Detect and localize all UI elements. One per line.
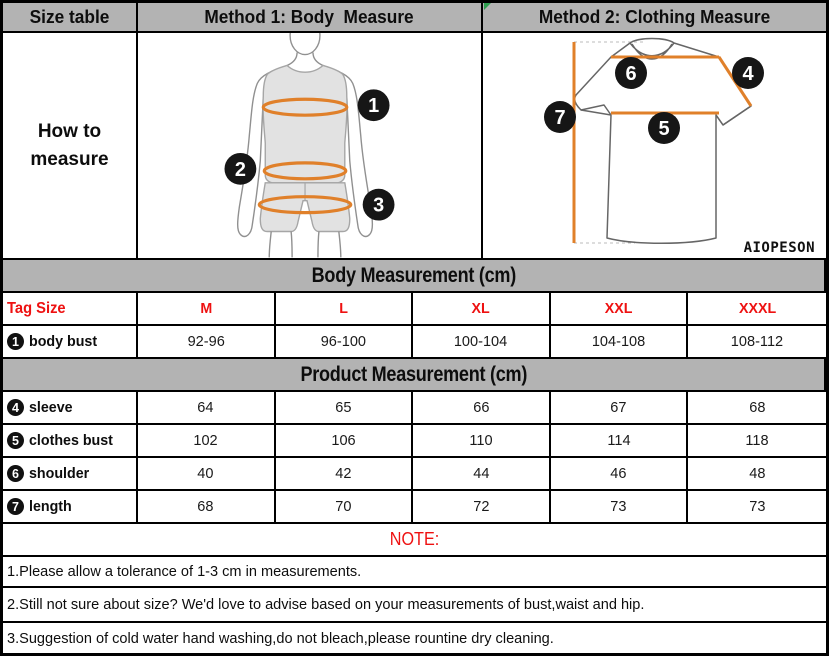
body-bust-l: 96-100: [320, 333, 367, 350]
sleeve-xl: 66: [472, 399, 490, 416]
table-cell: [276, 491, 414, 522]
shoulder-m: 40: [197, 465, 214, 482]
table-cell: [276, 392, 414, 423]
table-cell: [138, 458, 276, 489]
how-to-measure-cell: [3, 33, 138, 258]
length-label: length: [29, 498, 72, 515]
clothes-bust-label-cell: [3, 425, 138, 456]
brand-text: AIOPESON: [743, 240, 815, 256]
body-figure-illustration: [138, 33, 481, 258]
sleeve-m: 64: [197, 399, 214, 416]
sleeve-xxxl: 68: [749, 399, 766, 416]
table-cell: [276, 425, 414, 456]
marker-7-badge: 7: [7, 498, 24, 515]
body-bust-xl: 100-104: [454, 333, 508, 350]
shoulder-xxxl: 48: [749, 465, 766, 482]
table-cell: [551, 425, 689, 456]
marker-3-badge: [363, 189, 395, 221]
clothing-measure-illustration-cell: [483, 33, 826, 258]
size-cell-l: [276, 293, 414, 324]
marker-1-badge: [358, 89, 390, 121]
table-cell: [413, 392, 551, 423]
sleeve-l: 65: [335, 399, 352, 416]
clothes-bust-label: clothes bust: [29, 432, 113, 449]
table-cell: [688, 392, 826, 423]
top-header-row: [3, 3, 826, 33]
table-cell: [276, 458, 414, 489]
clothes-bust-row: [3, 425, 826, 458]
length-xxxl: 73: [749, 498, 766, 515]
marker-1-badge: 1: [7, 333, 24, 350]
tag-size-row: [3, 293, 826, 326]
table-cell: [551, 458, 689, 489]
svg-text:5: 5: [658, 118, 670, 140]
marker-4-badge: [732, 57, 764, 89]
product-measurement-title: Product Measurement (cm): [300, 362, 527, 386]
svg-text:7: 7: [554, 107, 566, 129]
shoulder-label: shoulder: [29, 465, 90, 482]
sleeve-label-cell: [3, 392, 138, 423]
marker-7-badge: [544, 101, 576, 133]
clothes-bust-xxxl: 118: [745, 432, 769, 449]
note-text-2: 2.Still not sure about size? We'd love to advise based on your measurements of bust,waist and hip.: [7, 596, 645, 613]
size-xxl: XXL: [604, 300, 633, 317]
body-bust-label-cell: [3, 326, 138, 357]
table-cell: [413, 458, 551, 489]
marker-2-badge: [224, 153, 256, 185]
body-bust-label: body bust: [29, 333, 98, 350]
table-cell: [413, 425, 551, 456]
marker-6-badge: 6: [7, 465, 24, 482]
table-cell: [138, 392, 276, 423]
body-measurement-title: Body Measurement (cm): [311, 263, 516, 287]
body-bust-xxl: 104-108: [591, 333, 646, 350]
marker-4-badge: 4: [7, 399, 24, 416]
length-xxl: 73: [610, 498, 627, 515]
table-cell: [413, 326, 551, 357]
table-cell: [551, 326, 689, 357]
size-cell-xxl: [551, 293, 689, 324]
tag-size-label-cell: [3, 293, 138, 324]
table-cell: [138, 326, 276, 357]
size-cell-xxxl: [688, 293, 826, 324]
size-cell-xl: [413, 293, 551, 324]
table-cell: [138, 491, 276, 522]
shoulder-l: 42: [335, 465, 352, 482]
how-to-measure-row: [3, 33, 826, 260]
note-line-2: [3, 588, 826, 623]
table-cell: [413, 491, 551, 522]
marker-6-badge: [615, 57, 647, 89]
note-text-1: 1.Please allow a tolerance of 1-3 cm in measurements.: [7, 563, 362, 580]
clothes-bust-m: 102: [193, 432, 218, 449]
length-l: 70: [335, 498, 352, 515]
svg-text:1: 1: [368, 95, 380, 118]
shoulder-xxl: 46: [610, 465, 627, 482]
figure-head: [290, 33, 320, 55]
length-row: [3, 491, 826, 524]
green-corner-marker: [484, 3, 491, 10]
size-m: M: [199, 300, 212, 317]
sleeve-label: sleeve: [29, 399, 73, 416]
note-line-1: [3, 557, 826, 588]
size-xxxl: XXXL: [738, 300, 776, 317]
method2-title: Method 2: Clothing Measure: [538, 6, 771, 27]
body-bust-xxxl: 108-112: [731, 333, 784, 350]
shoulder-xl: 44: [472, 465, 490, 482]
size-l: L: [339, 300, 348, 317]
marker-5-badge: [648, 112, 680, 144]
note-text-3: 3.Suggestion of cold water hand washing,do not bleach,please rountine dry cleaning.: [7, 629, 554, 647]
svg-text:4: 4: [742, 63, 754, 85]
product-measurement-section-header: [3, 359, 826, 392]
table-cell: [688, 326, 826, 357]
method2-header-cell: [483, 3, 826, 31]
size-table-header-cell: [3, 3, 138, 31]
table-cell: [138, 425, 276, 456]
body-bust-row: [3, 326, 826, 359]
body-measurement-section-header: [3, 260, 826, 293]
clothes-bust-xxl: 114: [606, 432, 631, 449]
table-cell: [688, 458, 826, 489]
table-cell: [551, 491, 689, 522]
size-table-title: Size table: [29, 6, 110, 27]
body-bust-m: 92-96: [187, 333, 225, 350]
shoulder-label-cell: [3, 458, 138, 489]
clothes-bust-xl: 110: [469, 432, 493, 449]
note-line-3: [3, 623, 826, 653]
figure-legs: [269, 231, 341, 257]
clothes-bust-l: 106: [331, 432, 356, 449]
sleeve-xxl: 67: [610, 399, 627, 416]
table-cell: [688, 425, 826, 456]
method1-header-cell: [138, 3, 483, 31]
body-measure-illustration-cell: [138, 33, 483, 258]
length-xl: 72: [472, 498, 490, 515]
length-m: 68: [197, 498, 214, 515]
method1-title: Method 1: Body Measure: [204, 6, 415, 27]
tag-size-label: Tag Size: [7, 299, 66, 317]
note-title-row: [3, 524, 826, 557]
shoulder-row: [3, 458, 826, 491]
tshirt-figure-illustration: [483, 33, 826, 258]
how-to-measure-label: How to measure: [30, 120, 109, 170]
note-title: NOTE:: [389, 529, 440, 549]
table-cell: [688, 491, 826, 522]
sleeve-row: [3, 392, 826, 425]
table-cell: [276, 326, 414, 357]
svg-text:3: 3: [373, 194, 385, 217]
size-xl: XL: [471, 300, 491, 317]
table-cell: [551, 392, 689, 423]
svg-text:2: 2: [234, 158, 246, 181]
length-label-cell: [3, 491, 138, 522]
svg-text:6: 6: [625, 63, 637, 85]
size-cell-m: [138, 293, 276, 324]
marker-5-badge: 5: [7, 432, 24, 449]
